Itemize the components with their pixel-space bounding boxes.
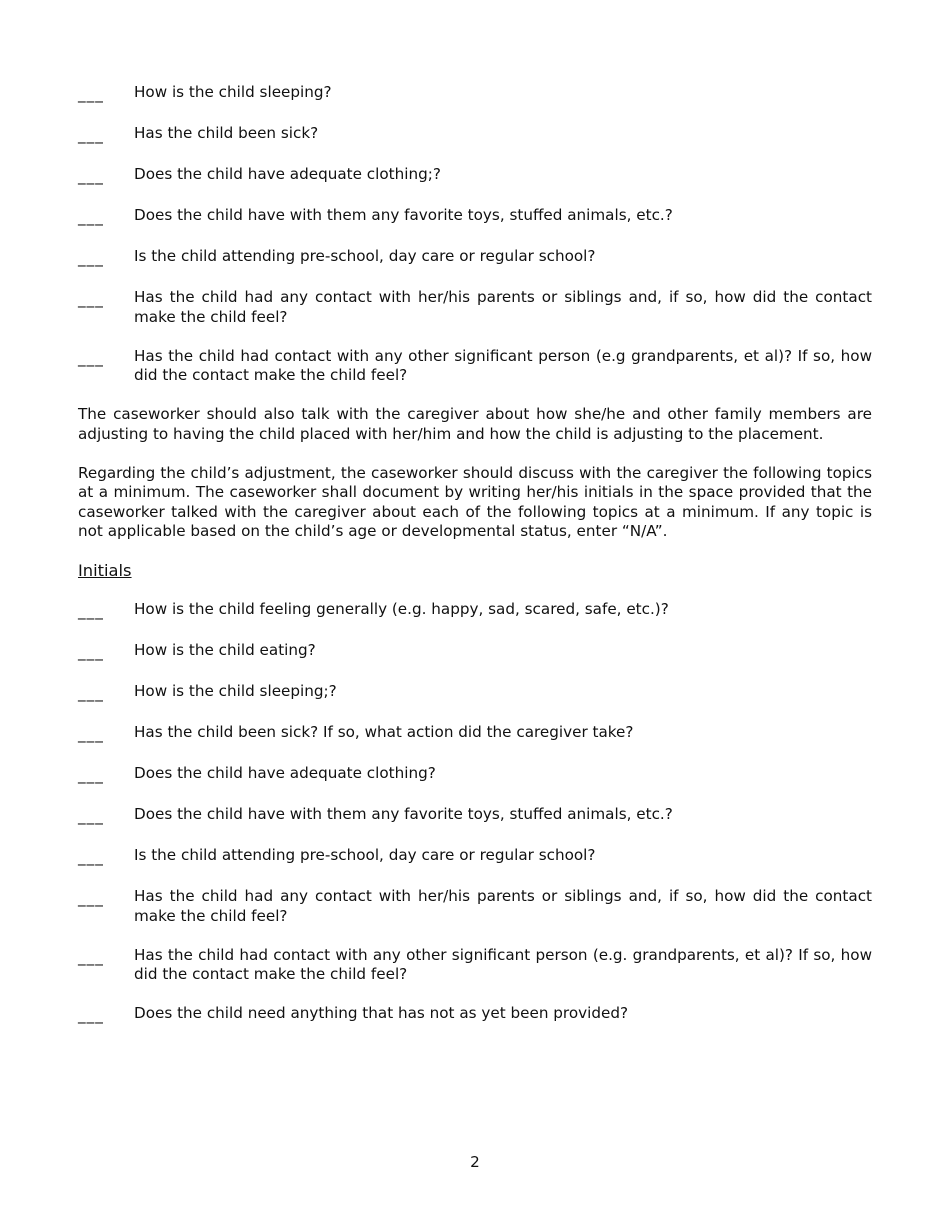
initials-blank: ___ [78,766,104,784]
list-item [78,247,872,269]
question-text: Is the child attending pre-school, day care or regular school? [134,247,596,265]
question-list-2 [78,600,872,1026]
question-text: How is the child eating? [134,641,316,659]
initials-blank: ___ [78,947,104,966]
initials-blank: ___ [78,126,104,144]
initials-blank: ___ [78,348,104,367]
question-text: How is the child sleeping? [134,83,332,101]
initials-blank: ___ [78,848,104,866]
list-item [78,682,872,704]
initials-blank: ___ [78,208,104,226]
question-text: Does the child need anything that has not as yet been provided? [134,1004,629,1022]
question-text: Has the child been sick? If so, what action did the caregiver take? [134,723,634,741]
question-text: Does the child have adequate clothing? [134,764,436,782]
list-item [78,887,872,926]
list-item [78,946,872,985]
question-text: Does the child have with them any favorite toys, stuffed animals, etc.? [134,805,673,823]
list-item [78,83,872,105]
list-item [78,846,872,868]
initials-heading: Initials [78,561,132,580]
list-item [78,805,872,827]
initials-blank: ___ [78,85,104,103]
list-item [78,723,872,745]
question-text: How is the child sleeping;? [134,682,337,700]
question-text: Does the child have with them any favorite toys, stuffed animals, etc.? [134,206,673,224]
page-number: 2 [470,1153,480,1171]
initials-blank: ___ [78,602,104,620]
initials-blank: ___ [78,290,104,308]
question-text: Does the child have adequate clothing;? [134,165,441,183]
question-text: Has the child been sick? [134,124,319,142]
initials-blank: ___ [78,167,104,185]
list-item [78,124,872,146]
initials-blank: ___ [78,725,104,743]
question-text: Has the child had any contact with her/his parents or siblings and, if so, how did the contact make the child feel? [134,288,872,326]
list-item [78,641,872,663]
question-text: How is the child feeling generally (e.g. happy, sad, scared, safe, etc.)? [134,600,669,618]
list-item [78,600,872,622]
list-item [78,764,872,786]
question-text: Has the child had contact with any other significant person (e.g grandparents, et al)? If so, how did the contact make the child feel? [134,346,872,384]
initials-blank: ___ [78,889,104,907]
initials-blank: ___ [78,1006,104,1024]
initials-blank: ___ [78,684,104,702]
adjustment-paragraph: Regarding the child’s adjustment, the caseworker should discuss with the caregiver the following topics at a minimum. The caseworker shall document by writing her/his initials in the space provided that the caseworker talked with the caregiver about each of the following topics at a minimum. If any topic is not applicable based on the child’s age or developmental status, enter “N/A”. [78,463,872,540]
initials-blank: ___ [78,807,104,825]
list-item [78,1004,872,1026]
question-list-1 [78,83,872,386]
initials-blank: ___ [78,643,104,661]
question-text: Has the child had contact with any other significant person (e.g. grandparents, et al)? If so, how did the contact make the child feel? [134,945,872,983]
question-text: Has the child had any contact with her/his parents or siblings and, if so, how did the contact make the child feel? [134,887,872,925]
list-item [78,347,872,386]
list-item [78,288,872,327]
list-item [78,165,872,187]
initials-blank: ___ [78,249,104,267]
list-item [78,206,872,228]
caregiver-paragraph: The caseworker should also talk with the caregiver about how she/he and other family members are adjusting to having the child placed with her/him and how the child is adjusting to the placement. [78,405,872,443]
document-page [78,83,872,1045]
question-text: Is the child attending pre-school, day care or regular school? [134,846,596,864]
